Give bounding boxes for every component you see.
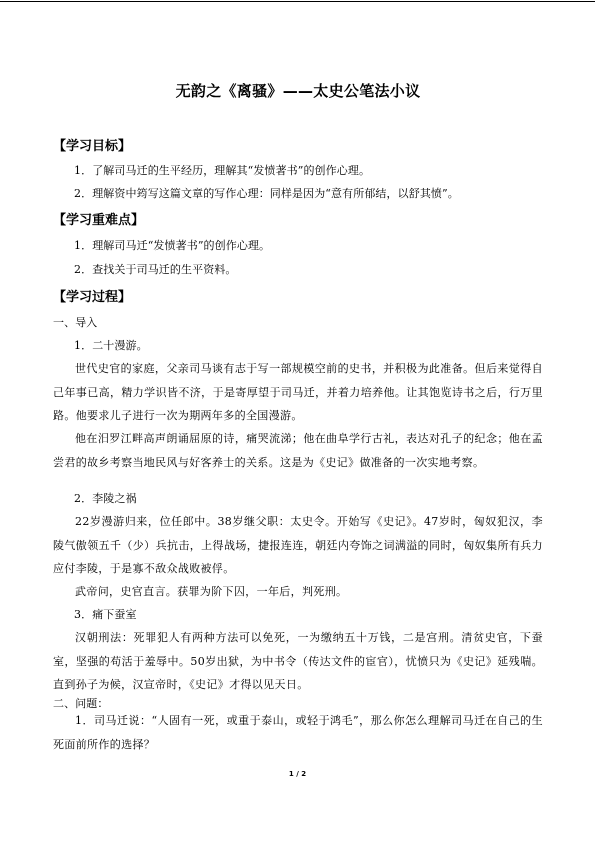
intro-label: 一、导入 bbox=[53, 316, 98, 329]
paragraph-emperor: 武帝问，史官直言。获罪为阶下囚，一年后，判死刑。 bbox=[75, 585, 348, 598]
goal-item-1: 1．了解司马迁的生平经历，理解其“发愤著书”的创作心理。 bbox=[74, 164, 371, 177]
subheading-li-ling: 2．李陵之祸 bbox=[74, 492, 137, 505]
document-title: 无韵之《离骚》——太史公笔法小议 bbox=[175, 82, 421, 100]
paragraph-li-ling: 22岁漫游归来，位任郎中。38岁继父职：太史令。开始写《史记》。47岁时，匈奴犯汉，李陵气傲领五千（少）兵抗击，上得战场，捷报连连，朝廷内夸饰之词满溢的同时，匈奴集所有兵力应付李陵，于是寡不敌众战败被俘。 bbox=[53, 515, 543, 575]
process-heading: 【学习过程】 bbox=[53, 290, 132, 305]
key-point-item-2: 2．查找关于司马迁的生平资料。 bbox=[74, 263, 237, 276]
goals-heading: 【学习目标】 bbox=[53, 139, 132, 154]
key-point-item-1: 1．理解司马迁“发愤著书”的创作心理。 bbox=[74, 239, 271, 252]
paragraph-travel: 世代史官的家庭，父亲司马谈有志于写一部规模空前的史书，并积极为此准备。但后来觉得自己年事已高，精力学识皆不济，于是寄厚望于司马迁，并着力培养他。让其饱览诗书之后，行万里路。他要求儿子进行一次为期两年多的全国漫游。 bbox=[53, 362, 543, 422]
page-number: 1 / 2 bbox=[288, 770, 307, 778]
paragraph-punishment: 汉朝刑法：死罪犯人有两种方法可以免死，一为缴纳五十万钱，二是宫刑。清贫史官，下蚕室，坚强的苟活于羞辱中。50岁出狱，为中书令（传达文件的宦官），忧愤只为《史记》延残喘。直到孙子为候，汉宣帝时，《史记》才得以见天日。 bbox=[53, 631, 543, 691]
questions-label: 二、问题： bbox=[53, 697, 109, 710]
key-points-heading: 【学习重难点】 bbox=[53, 213, 145, 228]
subheading-travel: 1．二十漫游。 bbox=[74, 339, 148, 352]
page-top-border bbox=[0, 1, 595, 2]
paragraph-journey: 他在汨罗江畔高声朗诵屈原的诗，痛哭流涕；他在曲阜学行古礼，表达对孔子的纪念；他在孟尝君的故乡考察当地民风与好客养士的关系。这是为《史记》做准备的一次实地考察。 bbox=[53, 432, 543, 469]
goal-item-2: 2．理解资中筠写这篇文章的写作心理：同样是因为“意有所郁结，以舒其愤”。 bbox=[74, 187, 459, 200]
subheading-punishment: 3．痛下蚕室 bbox=[74, 608, 137, 621]
question-1: 1．司马迁说：“人固有一死，或重于泰山，或轻于鸿毛”，那么你怎么理解司马迁在自己的生死面前所作的选择？ bbox=[53, 714, 543, 751]
